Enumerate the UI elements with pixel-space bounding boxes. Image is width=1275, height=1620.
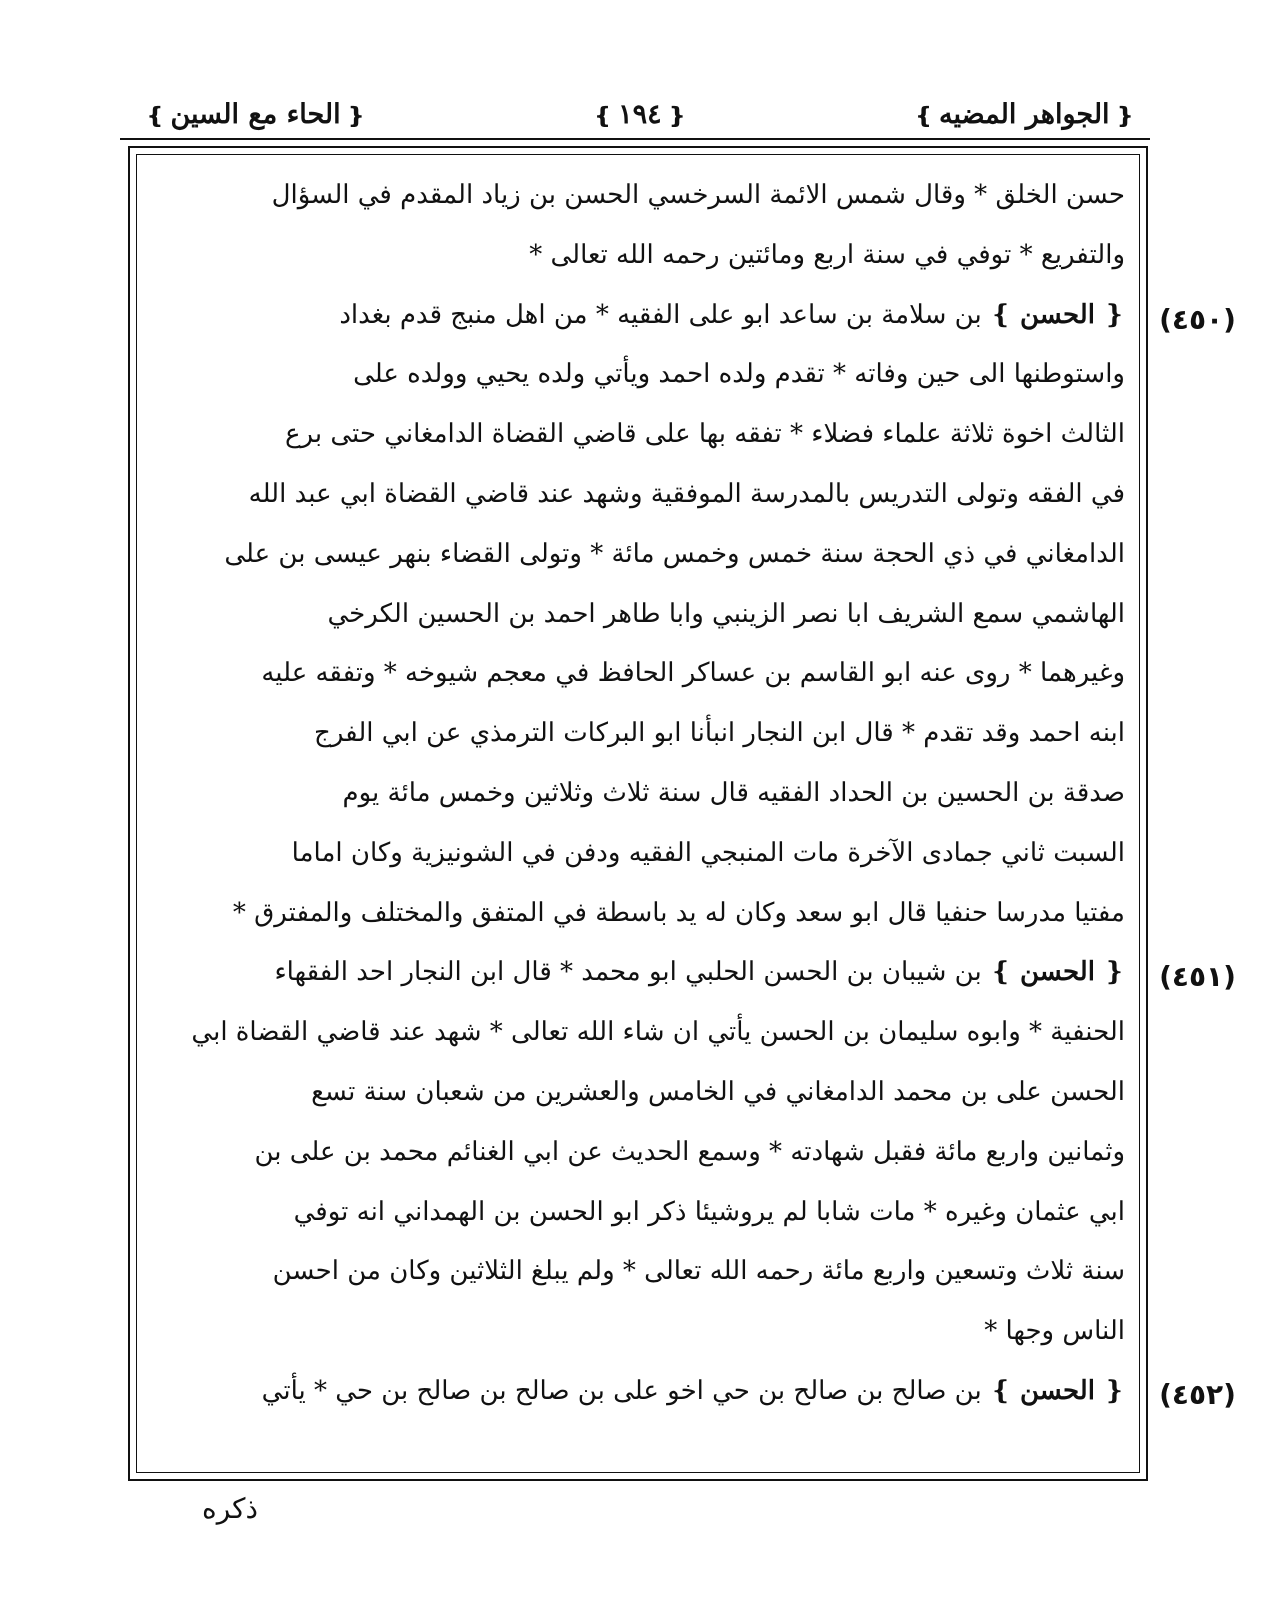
text-line: سنة ثلاث وتسعين واربع مائة رحمه الله تعالى * ولم يبلغ الثلاثين وكان من احسن: [272, 1256, 1125, 1287]
entry-text: بن شيبان بن الحسن الحلبي ابو محمد * قال ابن النجار احد الفقهاء: [274, 957, 982, 988]
text-line: الهاشمي سمع الشريف ابا نصر الزينبي وابا طاهر احمد بن الحسين الكرخي: [327, 598, 1125, 629]
ornament-icon: ❴: [346, 102, 366, 129]
ornament-icon: ❵: [989, 957, 1012, 988]
main-text: [150, 166, 1125, 1422]
text-line: واستوطنها الى حين وفاته * تقدم ولده احمد ويأتي ولده يحيي وولده على: [353, 359, 1125, 390]
entry-name: الحسن: [1020, 957, 1095, 988]
entry-first-line: [150, 943, 1125, 1003]
text-line: مفتيا مدرسا حنفيا قال ابو سعد وكان له يد باسطة في المتفق والمختلف والمفترق *: [232, 897, 1125, 928]
entry-number: (٤٥١): [1159, 960, 1236, 993]
header-section: [140, 99, 371, 130]
ornament-icon: ❵: [914, 102, 934, 129]
text-line: الحنفية * وابوه سليمان بن الحسن يأتي ان شاء الله تعالى * شهد عند قاضي القضاة ابي: [191, 1017, 1125, 1048]
text-line: ابي عثمان وغيره * مات شابا لم يروشيئا ذكر ابو الحسن بن الهمداني انه توفي: [293, 1196, 1125, 1227]
book-title: الجواهر المضيه: [939, 98, 1110, 130]
text-line: والتفريع * توفي في سنة اربع ومائتين رحمه الله تعالى *: [529, 239, 1125, 270]
entry-name: الحسن: [1020, 299, 1095, 330]
text-line: الناس وجها *: [984, 1316, 1125, 1347]
entry-name: الحسن: [1020, 1375, 1095, 1406]
catchword: ذكره: [202, 1492, 258, 1525]
entry-text: بن سلامة بن ساعد ابو على الفقيه * من اهل منبج قدم بغداد: [339, 299, 982, 330]
ornament-icon: ❵: [593, 102, 613, 129]
running-header: [140, 92, 1140, 136]
text-line: الدامغاني في ذي الحجة سنة خمس وخمس مائة * وتولى القضاء بنهر عيسى بن على: [224, 538, 1125, 569]
entry-text: بن صالح بن صالح بن حي اخو على بن صالح بن صالح بن حي * يأتي: [261, 1375, 982, 1406]
ornament-icon: ❵: [146, 102, 165, 129]
entry-number: (٤٥٢): [1159, 1378, 1236, 1411]
header-book-title: [909, 99, 1140, 130]
ornament-icon: ❴: [1115, 102, 1134, 129]
text-line: صدقة بن الحسين بن الحداد الفقيه قال سنة ثلاث وثلاثين وخمس مائة يوم: [342, 777, 1125, 808]
entry-first-line: [150, 286, 1125, 346]
text-line: وغيرهما * روى عنه ابو القاسم بن عساكر الحافظ في معجم شيوخه * وتفقه عليه: [261, 658, 1125, 689]
ornament-icon: ❴: [1103, 1375, 1125, 1406]
ornament-icon: ❴: [1103, 957, 1125, 988]
ornament-icon: ❵: [989, 299, 1012, 330]
text-line: الحسن على بن محمد الدامغاني في الخامس والعشرين من شعبان سنة تسع: [311, 1076, 1125, 1107]
text-line: حسن الخلق * وقال شمس الائمة السرخسي الحسن بن زياد المقدم في السؤال: [271, 180, 1125, 210]
ornament-icon: ❵: [989, 1375, 1012, 1406]
page-number: ١٩٤: [618, 98, 662, 130]
text-line: الثالث اخوة ثلاثة علماء فضلاء * تفقه بها على قاضي القضاة الدامغاني حتى برع: [285, 419, 1125, 450]
entry-number: (٤٥٠): [1159, 303, 1236, 336]
text-line: وثمانين واربع مائة فقبل شهادته * وسمع الحديث عن ابي الغنائم محمد بن على بن: [254, 1136, 1125, 1167]
text-line: ابنه احمد وقد تقدم * قال ابن النجار انبأنا ابو البركات الترمذي عن ابي الفرج: [314, 718, 1125, 749]
text-line: في الفقه وتولى التدريس بالمدرسة الموفقية وشهد عند قاضي القضاة ابي عبد الله: [248, 478, 1125, 509]
header-page-number: [588, 99, 692, 130]
header-rule: [120, 138, 1150, 140]
ornament-icon: ❴: [1103, 299, 1125, 330]
ornament-icon: ❴: [667, 102, 687, 129]
section-title: الحاء مع السين: [170, 98, 341, 130]
entry-first-line: [150, 1362, 1125, 1422]
text-line: السبت ثاني جمادى الآخرة مات المنبجي الفقيه ودفن في الشونيزية وكان اماما: [291, 837, 1125, 868]
